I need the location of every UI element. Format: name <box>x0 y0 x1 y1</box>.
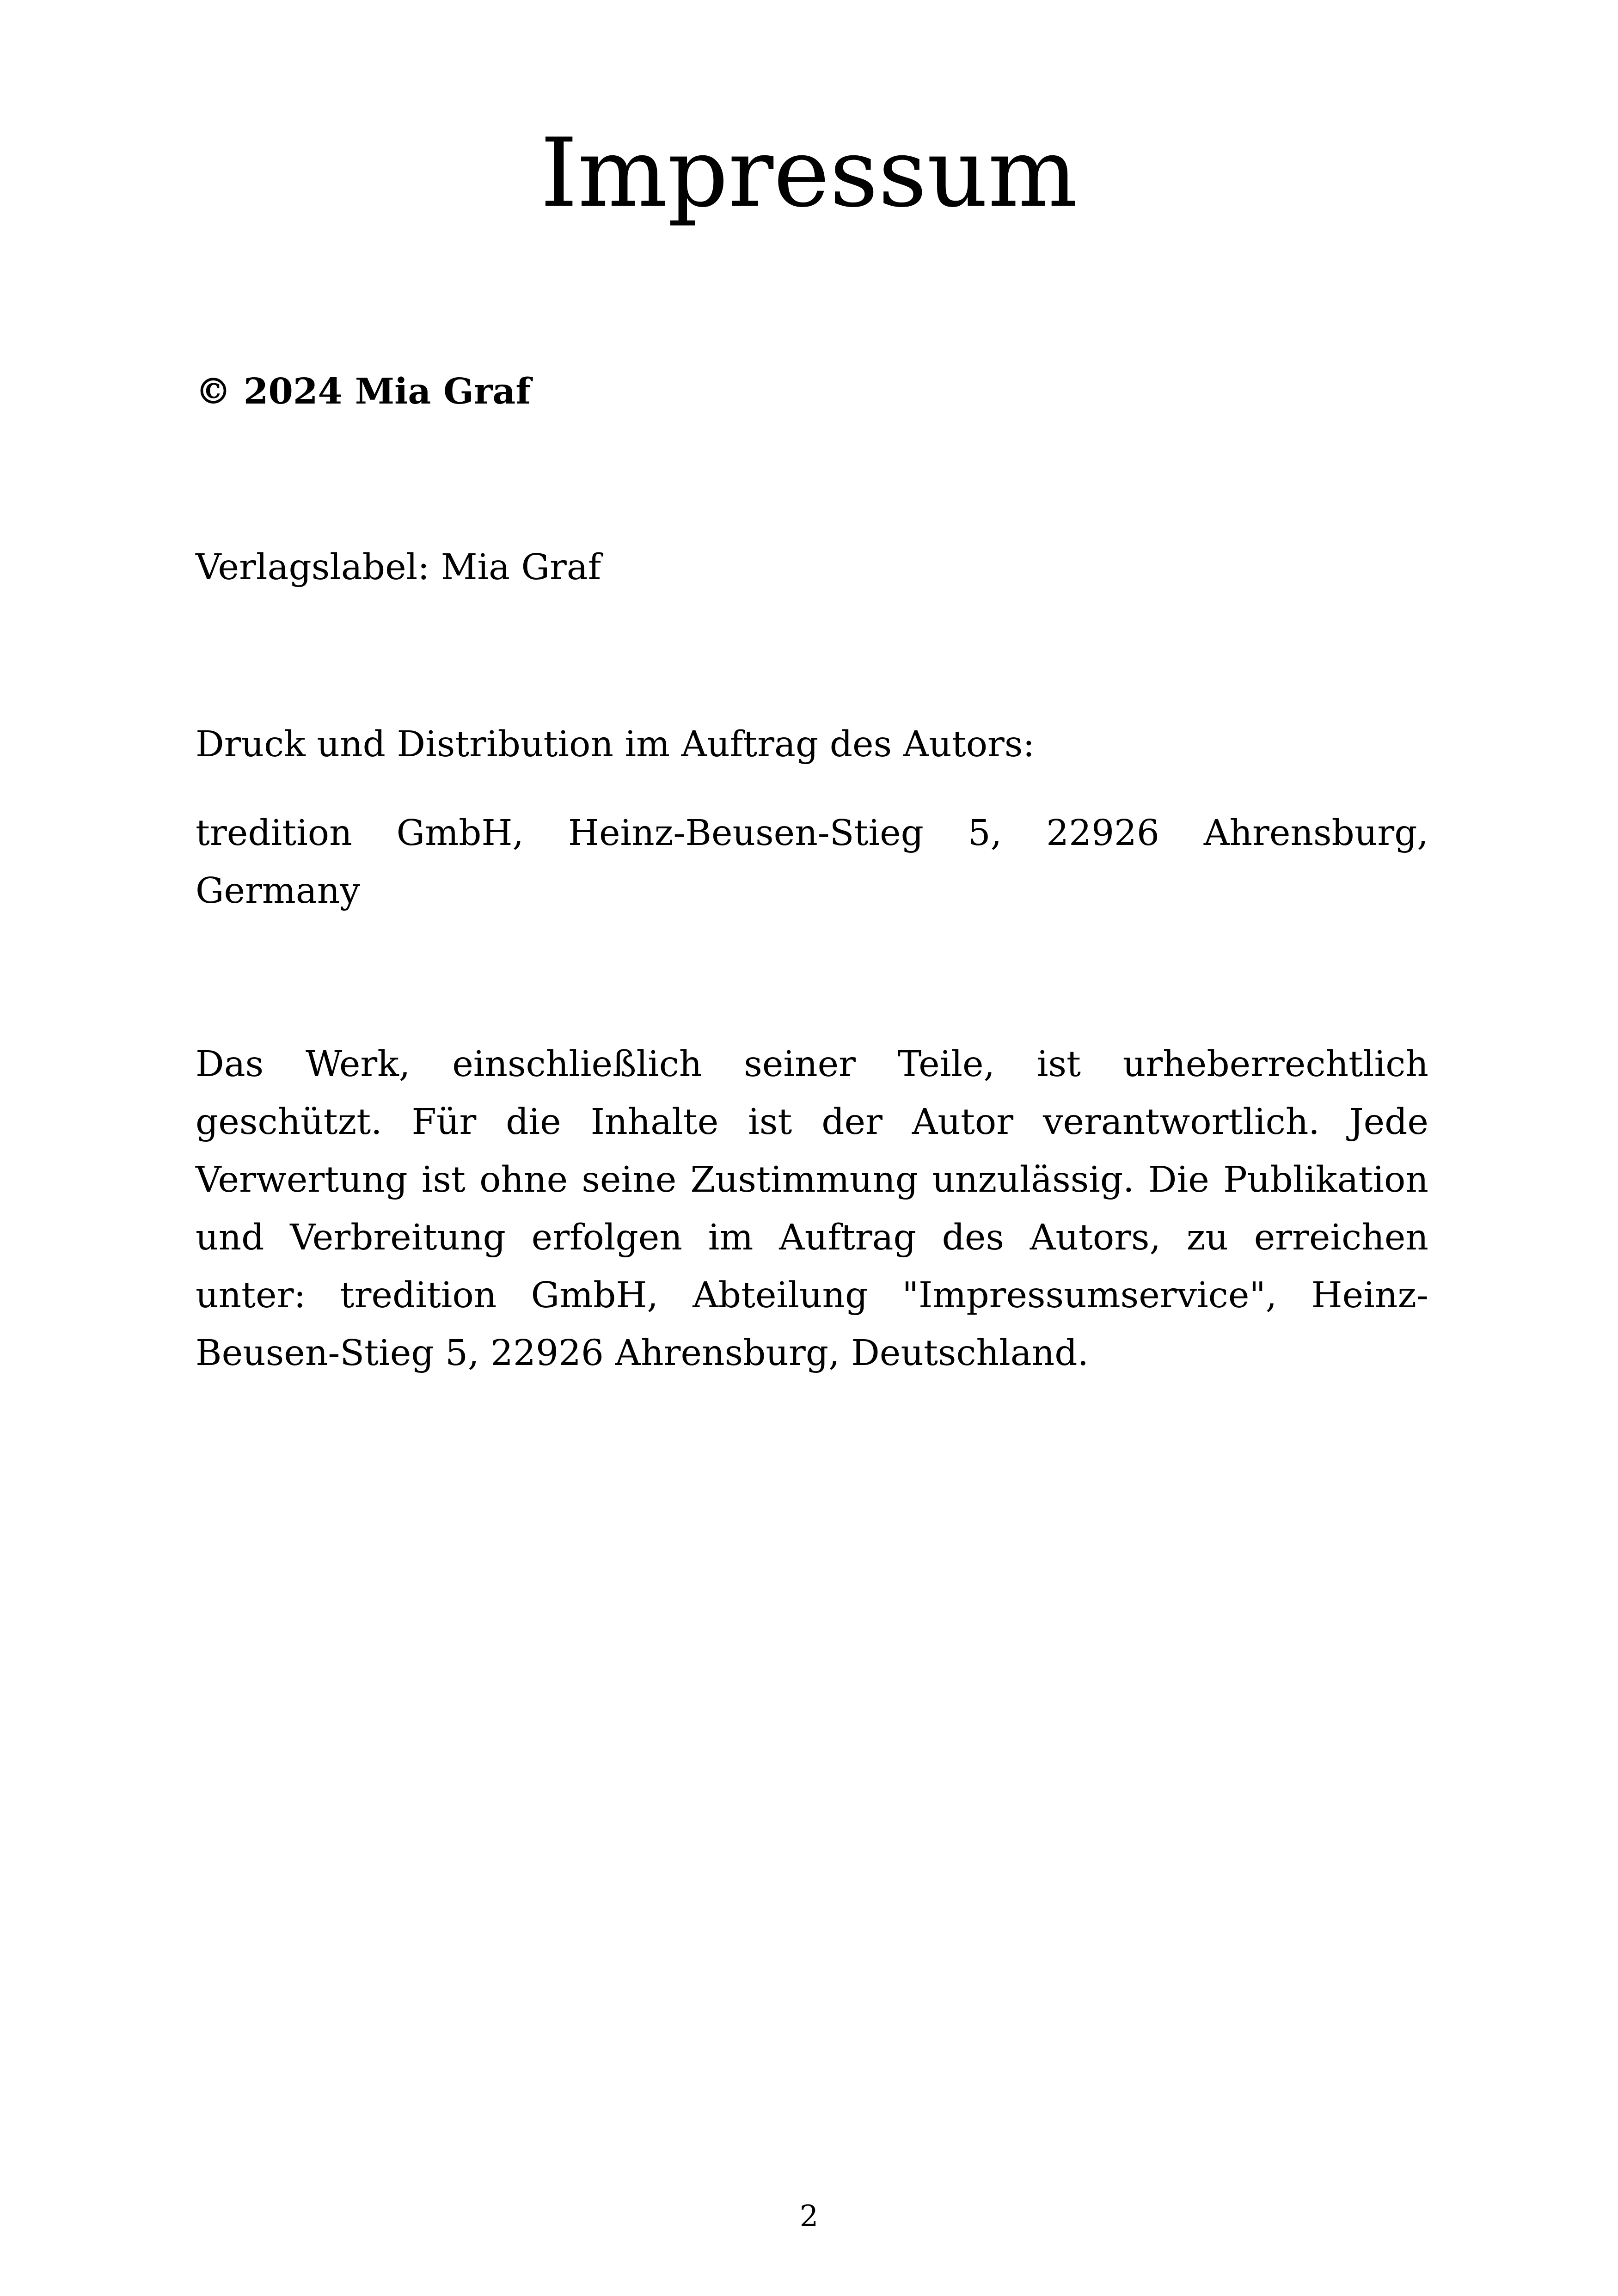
print-distribution-address: tredition GmbH, Heinz-Beusen-Stieg 5, 22926 Ahrensburg, Germany <box>196 813 1428 912</box>
page-number: 2 <box>799 2199 819 2234</box>
publisher-label: Verlagslabel: Mia Graf <box>196 547 601 588</box>
copyright-notice: © 2024 Mia Graf <box>196 371 531 412</box>
legal-notice: Das Werk, einschließlich seiner Teile, ist urheberrechtlich geschützt. Für die Inhalte ist der Autor verantwortlich. Jede Verwertung ist ohne seine Zustimmung unzulässig. Die Publikation und Verbreitung erfolgen im Auftrag des Autors, zu erreichen unter: tredition GmbH, Abteilung "Impressumservice", Heinz-Beusen-Stieg 5, 22926 Ahrensburg, Deutschland. <box>196 1044 1428 1374</box>
print-distribution-heading: Druck und Distribution im Auftrag des Autors: <box>196 724 1035 765</box>
page-title: Impressum <box>540 118 1078 228</box>
